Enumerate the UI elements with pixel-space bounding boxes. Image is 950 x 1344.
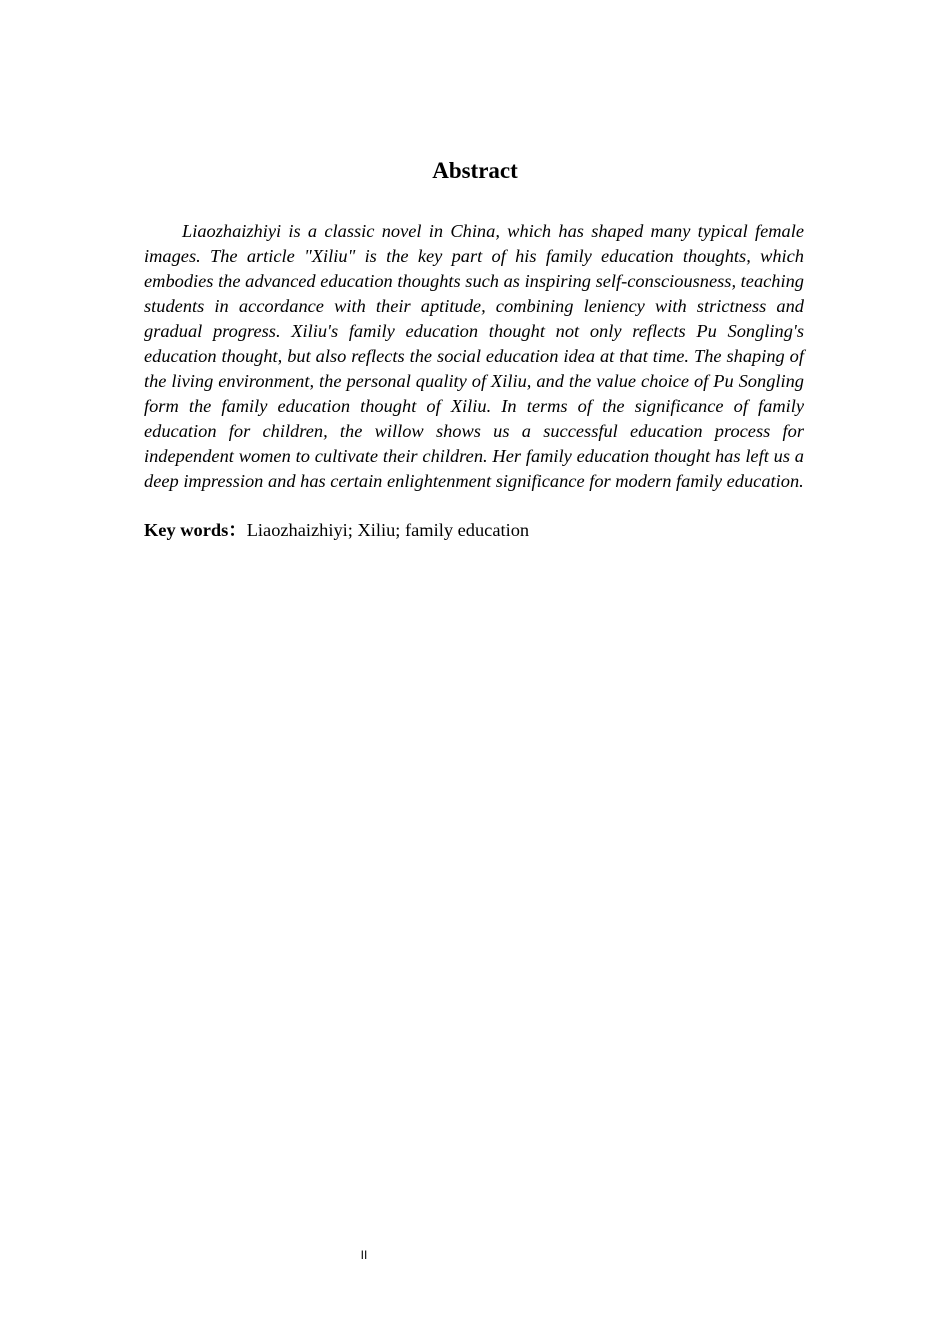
keywords-value: Liaozhaizhiyi; Xiliu; family education	[246, 520, 530, 540]
abstract-title: Abstract	[432, 158, 518, 183]
page-number: II	[360, 1248, 368, 1262]
keywords-label: Key words：	[144, 520, 247, 540]
keywords-line	[144, 518, 804, 543]
abstract-paragraph: Liaozhaizhiyi is a classic novel in China, which has shaped many typical female images. The article "Xiliu" is the key part of his family education thoughts, which embodies the advanced education thoughts such as inspiring self-consciousness, teaching students in accordance with their aptitude, combining leniency with strictness and gradual progress. Xiliu's family education thought not only reflects Pu Songling's education thought, but also reflects the social education idea at that time. The shaping of the living environment, the personal quality of Xiliu, and the value choice of Pu Songling form the family education thought of Xiliu. In terms of the significance of family education for children, the willow shows us a successful education process for independent women to cultivate their children. Her family education thought has left us a deep impression and has certain enlightenment significance for modern family education.	[144, 221, 804, 491]
